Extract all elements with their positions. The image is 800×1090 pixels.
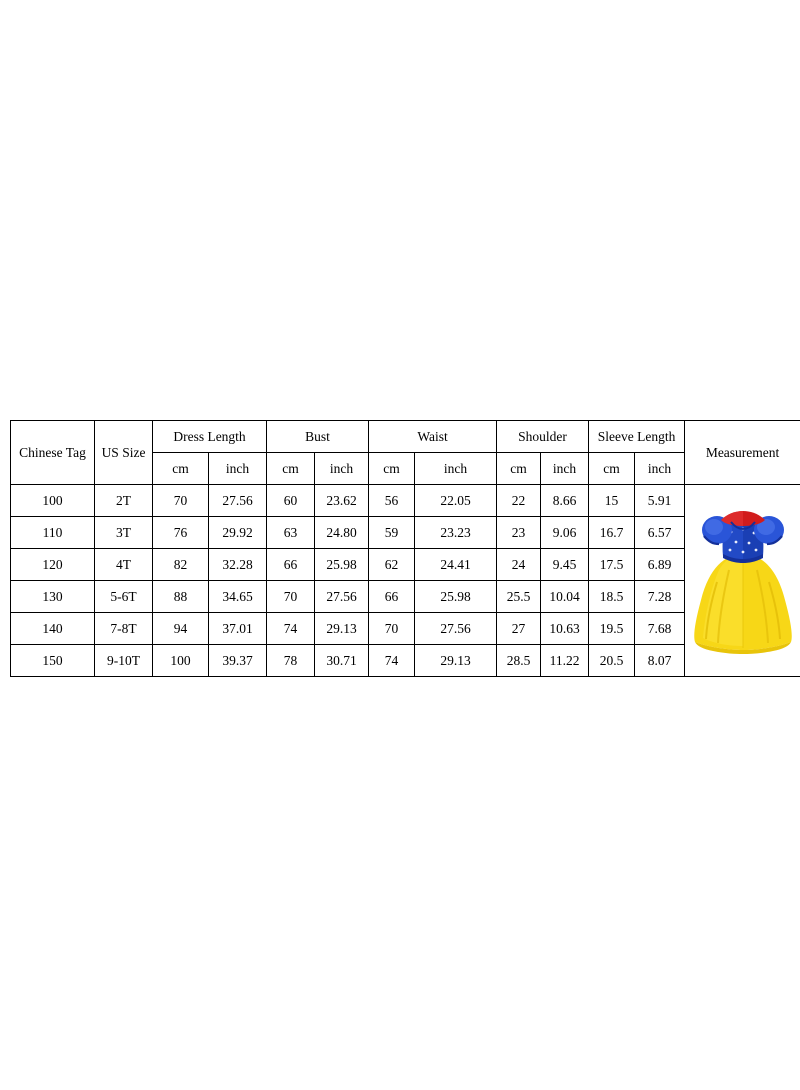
header-bust: Bust — [267, 421, 369, 453]
cell-shoulder-inch: 10.63 — [541, 613, 589, 645]
cell-waist-cm: 56 — [369, 485, 415, 517]
header-waist: Waist — [369, 421, 497, 453]
header-bust-cm: cm — [267, 453, 315, 485]
cell-chinese-tag: 110 — [11, 517, 95, 549]
cell-chinese-tag: 140 — [11, 613, 95, 645]
cell-sleeve-inch: 8.07 — [635, 645, 685, 677]
cell-dress-length-cm: 88 — [153, 581, 209, 613]
cell-bust-inch: 27.56 — [315, 581, 369, 613]
size-chart-table — [10, 420, 800, 677]
header-shoulder-inch: inch — [541, 453, 589, 485]
cell-shoulder-inch: 10.04 — [541, 581, 589, 613]
cell-waist-cm: 62 — [369, 549, 415, 581]
cell-shoulder-inch: 9.06 — [541, 517, 589, 549]
cell-dress-length-inch: 37.01 — [209, 613, 267, 645]
cell-sleeve-inch: 6.57 — [635, 517, 685, 549]
cell-waist-inch: 27.56 — [415, 613, 497, 645]
header-shoulder-cm: cm — [497, 453, 541, 485]
cell-dress-length-cm: 94 — [153, 613, 209, 645]
cell-dress-length-cm: 82 — [153, 549, 209, 581]
cell-dress-length-inch: 32.28 — [209, 549, 267, 581]
cell-bust-cm: 78 — [267, 645, 315, 677]
cell-shoulder-cm: 23 — [497, 517, 541, 549]
cell-shoulder-cm: 27 — [497, 613, 541, 645]
cell-waist-inch: 25.98 — [415, 581, 497, 613]
table-row — [11, 613, 800, 645]
cell-sleeve-cm: 15 — [589, 485, 635, 517]
cell-waist-inch: 22.05 — [415, 485, 497, 517]
table-row — [11, 581, 800, 613]
header-dress-length-inch: inch — [209, 453, 267, 485]
cell-sleeve-inch: 5.91 — [635, 485, 685, 517]
cell-chinese-tag: 120 — [11, 549, 95, 581]
cell-bust-inch: 30.71 — [315, 645, 369, 677]
cell-waist-cm: 74 — [369, 645, 415, 677]
cell-shoulder-cm: 25.5 — [497, 581, 541, 613]
table-row — [11, 517, 800, 549]
cell-sleeve-cm: 17.5 — [589, 549, 635, 581]
cell-chinese-tag: 150 — [11, 645, 95, 677]
cell-waist-inch: 23.23 — [415, 517, 497, 549]
header-dress-length-cm: cm — [153, 453, 209, 485]
cell-dress-length-cm: 76 — [153, 517, 209, 549]
cell-sleeve-inch: 7.28 — [635, 581, 685, 613]
header-measurement: Measurement — [685, 421, 800, 485]
cell-shoulder-inch: 11.22 — [541, 645, 589, 677]
header-bust-inch: inch — [315, 453, 369, 485]
header-dress-length: Dress Length — [153, 421, 267, 453]
cell-waist-cm: 66 — [369, 581, 415, 613]
cell-waist-cm: 70 — [369, 613, 415, 645]
cell-us-size: 2T — [95, 485, 153, 517]
cell-waist-inch: 24.41 — [415, 549, 497, 581]
cell-shoulder-inch: 8.66 — [541, 485, 589, 517]
cell-sleeve-cm: 18.5 — [589, 581, 635, 613]
cell-bust-inch: 23.62 — [315, 485, 369, 517]
table-row — [11, 485, 800, 517]
princess-dress-illustration — [687, 496, 799, 666]
cell-bust-inch: 25.98 — [315, 549, 369, 581]
cell-bust-inch: 24.80 — [315, 517, 369, 549]
header-waist-cm: cm — [369, 453, 415, 485]
cell-waist-cm: 59 — [369, 517, 415, 549]
header-us-size: US Size — [95, 421, 153, 485]
header-sleeve-length: Sleeve Length — [589, 421, 685, 453]
cell-dress-length-inch: 34.65 — [209, 581, 267, 613]
cell-us-size: 7-8T — [95, 613, 153, 645]
cell-bust-cm: 66 — [267, 549, 315, 581]
cell-us-size: 3T — [95, 517, 153, 549]
cell-sleeve-cm: 16.7 — [589, 517, 635, 549]
cell-sleeve-cm: 19.5 — [589, 613, 635, 645]
table-row — [11, 645, 800, 677]
cell-chinese-tag: 130 — [11, 581, 95, 613]
cell-bust-inch: 29.13 — [315, 613, 369, 645]
measurement-image-cell — [685, 485, 800, 677]
cell-bust-cm: 60 — [267, 485, 315, 517]
table-row — [11, 549, 800, 581]
cell-us-size: 4T — [95, 549, 153, 581]
cell-bust-cm: 70 — [267, 581, 315, 613]
cell-sleeve-inch: 7.68 — [635, 613, 685, 645]
cell-bust-cm: 63 — [267, 517, 315, 549]
cell-dress-length-cm: 100 — [153, 645, 209, 677]
cell-shoulder-inch: 9.45 — [541, 549, 589, 581]
cell-sleeve-cm: 20.5 — [589, 645, 635, 677]
header-chinese-tag: Chinese Tag — [11, 421, 95, 485]
cell-shoulder-cm: 24 — [497, 549, 541, 581]
header-sleeve-cm: cm — [589, 453, 635, 485]
header-sleeve-inch: inch — [635, 453, 685, 485]
cell-us-size: 9-10T — [95, 645, 153, 677]
cell-shoulder-cm: 22 — [497, 485, 541, 517]
cell-us-size: 5-6T — [95, 581, 153, 613]
cell-waist-inch: 29.13 — [415, 645, 497, 677]
table-header-row-primary — [11, 421, 800, 453]
cell-sleeve-inch: 6.89 — [635, 549, 685, 581]
cell-bust-cm: 74 — [267, 613, 315, 645]
header-waist-inch: inch — [415, 453, 497, 485]
cell-dress-length-cm: 70 — [153, 485, 209, 517]
cell-dress-length-inch: 29.92 — [209, 517, 267, 549]
cell-dress-length-inch: 39.37 — [209, 645, 267, 677]
cell-chinese-tag: 100 — [11, 485, 95, 517]
cell-dress-length-inch: 27.56 — [209, 485, 267, 517]
size-chart-container — [10, 420, 790, 677]
cell-shoulder-cm: 28.5 — [497, 645, 541, 677]
header-shoulder: Shoulder — [497, 421, 589, 453]
